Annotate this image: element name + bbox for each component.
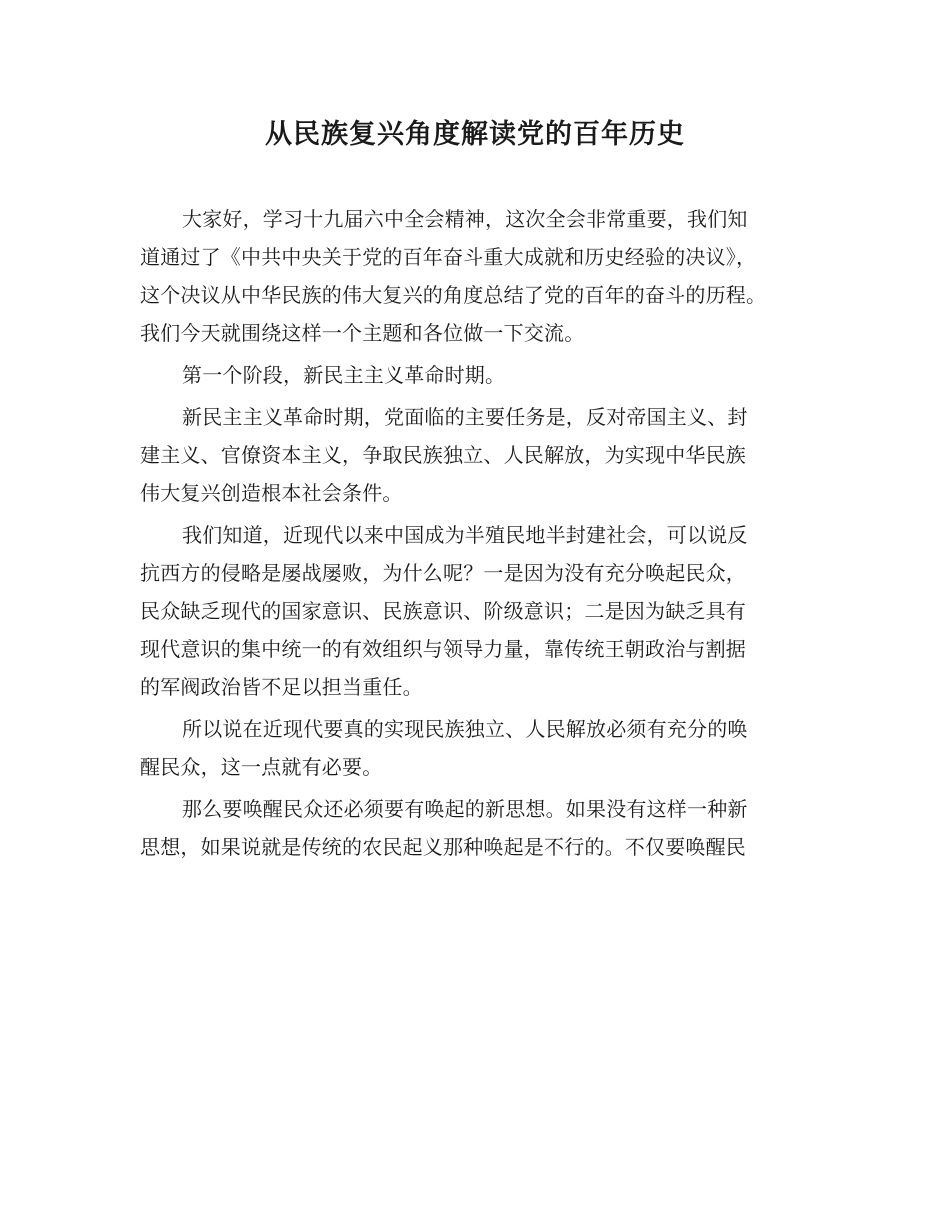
text-line: 抗西方的侵略是屡战屡败，为什么呢？一是因为没有充分唤起民众， [140,561,746,585]
text-line: 道通过了《中共中央关于党的百年奋斗重大成就和历史经验的决议》， [140,245,757,269]
paragraph [140,710,840,786]
text-line: 我们知道，近现代以来中国成为半殖民地半封建社会，可以说反 [182,523,748,547]
paragraph [140,790,840,866]
paragraph [140,398,840,512]
text-line: 我们今天就围绕这样一个主题和各位做一下交流。 [140,321,585,345]
text-line: 第一个阶段，新民主主义革命时期。 [182,363,506,387]
text-line: 的军阀政治皆不足以担当重任。 [140,675,423,699]
document-title: 从民族复兴角度解读党的百年历史 [265,119,685,150]
paragraph [140,200,840,352]
text-line: 伟大复兴创造根本社会条件。 [140,481,403,505]
paragraph [140,356,840,394]
text-line: 醒民众，这一点就有必要。 [140,755,383,779]
text-line: 思想，如果说就是传统的农民起义那种唤起是不行的。不仅要唤醒民 [140,835,746,859]
text-line: 新民主主义革命时期，党面临的主要任务是，反对帝国主义、封 [182,405,748,429]
text-line: 现代意识的集中统一的有效组织与领导力量，靠传统王朝政治与割据 [140,637,746,661]
text-line: 大家好，学习十九届六中全会精神，这次全会非常重要，我们知 [182,207,748,231]
text-line: 那么要唤醒民众还必须要有唤起的新思想。如果没有这样一种新 [182,797,748,821]
text-line: 民众缺乏现代的国家意识、民族意识、阶级意识；二是因为缺乏具有 [140,599,746,623]
paragraph [140,516,840,706]
text-line: 这个决议从中华民族的伟大复兴的角度总结了党的百年的奋斗的历程。 [140,283,767,307]
document-body [140,200,840,866]
text-line: 建主义、官僚资本主义，争取民族独立、人民解放，为实现中华民族 [140,443,746,467]
text-line: 所以说在近现代要真的实现民族独立、人民解放必须有充分的唤 [182,717,748,741]
